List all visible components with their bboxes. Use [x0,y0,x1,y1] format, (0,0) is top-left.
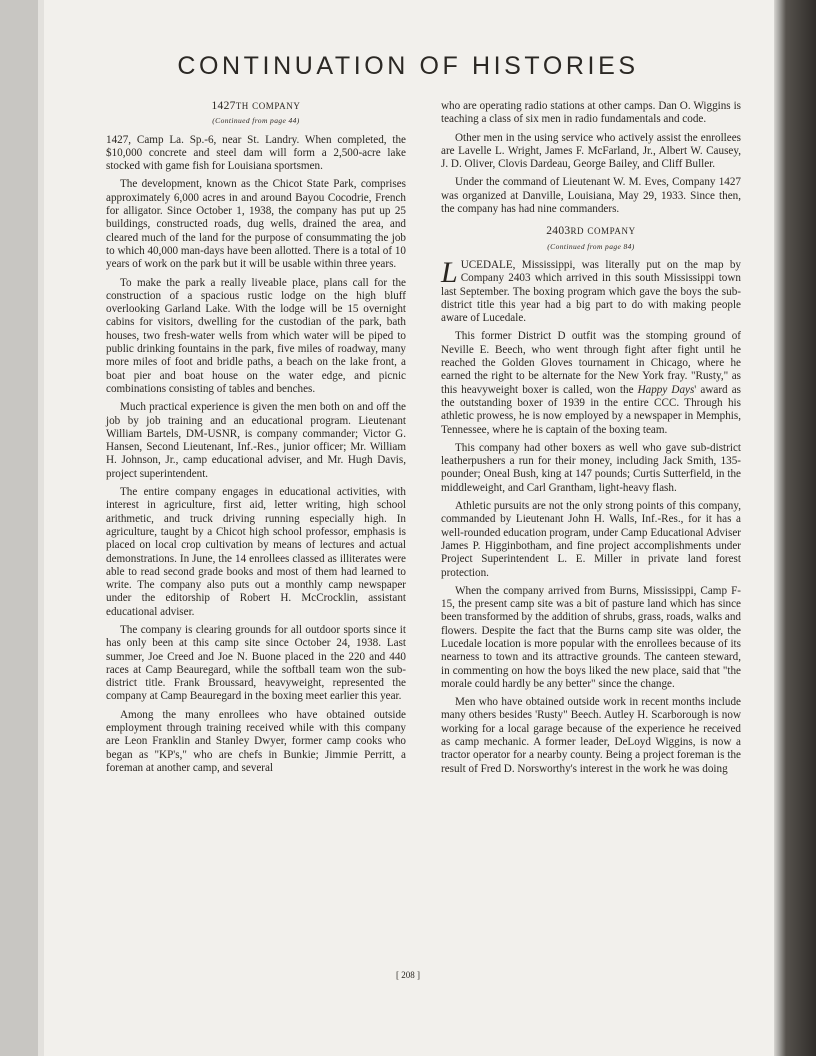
left-column [106,100,406,780]
paragraph: When the company arrived from Burns, Mississippi, Camp F-15, the present camp site was a bit of pasture land which has since been transformed by the addition of shrubs, grass, roads, walks and flowers. Despite the fact that the Burns camp site was older, the Lucedale location is more popular with the enrollees because of its nearness to town and its attractive grounds. The canteen steward, in commenting on how the boys liked the new place, said that "the morale could hardly be any better" since the change. [441,584,741,690]
section-heading-1427 [106,100,406,113]
paragraph: Athletic pursuits are not the only strong points of this company, commanded by Lieutenant John H. Walls, Inf.-Res., for it has a well-rounded education program, under Camp Educational Adviser James P. Higginbotham, and fine project accomplishments under Project Superintendent L. E. Miller in private land forest protection. [441,500,741,579]
paragraph-dropcap [441,255,741,325]
paragraph: To make the park a really liveable place, plans call for the construction of a spacious rustic lodge on the high bluff overlooking Garland Lake. With the lodge will be 15 overnight cabins for visitors, dwelling for the custodian of the park, bath houses, two fresh-water wells from which water will be piped to public drinking fountains in the park, five miles of roadway, many more miles of foot and bridle paths, a beach on the lake front, a boat pier and boat house on the water edge, and picnic combinations consisting of tables and benches. [106,276,406,395]
paragraph: The entire company engages in educational activities, with interest in agriculture, first aid, letter writing, high school arithmetic, and truck driving running especially high. In agriculture, taught by a Chicot high school professor, emphasis is placed on local crop cultivation by means of lectures and actual demonstrations. In June, the 14 enrollees classed as illiterates were able to read second grade books and most of them had learned to write. The company also puts out a monthly camp newspaper under the editorship of Robert H. McCrocklin, assistant educational adviser. [106,486,406,618]
book-binding-edge [774,0,816,1056]
paragraph: Men who have obtained outside work in recent months include many others besides 'Rusty" Beech. Autley H. Scarborough is now working for a local garage because of the experience he received as camp mechanic. A former leader, DeLoyd Wiggins, is now a tractor operator for a nearby county. Being a project foreman is the result of Fred D. Norsworthy's interest in the work he was doing [441,696,741,775]
continued-note: (Continued from page 44) [212,116,300,126]
right-column [441,100,741,781]
paragraph: who are operating radio stations at other camps. Dan O. Wiggins is teaching a class of six men in radio fundamentals and code. [441,100,741,126]
paragraph [441,330,741,436]
page-title: CONTINUATION OF HISTORIES [177,52,639,80]
heading-number: 2403 [546,225,571,238]
paragraph-text: ' award as the outstanding boxer of 1939 in the entire CCC. Through his athletic prowess, he is now employed by a newspaper in Memphis, Tennessee, where he is captain of the boxing team. [441,383,741,436]
paragraph: The development, known as the Chicot State Park, comprises approximately 6,000 acres in and around Bayou Cocodrie, French for alligator. Since October 1, 1938, the company has put up 25 buildings, constructed roads, dug wells, drained the area, and cleared much of the land for the purpose of consummating the job to which 40,000 man-days have been allotted. There is a total of 10 years of work on the park but it will be usable within three years. [106,178,406,271]
paragraph: This company had other boxers as well who gave sub-district leatherpushers a run for their money, including Jack Smith, 135-pounder; Oneal Bush, king at 147 pounds; Curtis Sutterfield, in the middleweight, and Carl Grantham, light-heavy flash. [441,441,741,494]
heading-word: COMPANY [587,226,636,237]
paragraph: Much practical experience is given the men both on and off the job by job training and an educational program. Lieutenant William Bartels, DM-USNR, is company commander; Victor G. Hansen, Second Lieutenant, Inf.-Res., junior officer; Mr. William H. Johnson, Jr., camp educational adviser, and Mr. Hugh Davis, project superintendent. [106,401,406,480]
heading-number: 1427 [211,100,236,112]
page-number: [ 208 ] [396,970,420,980]
paper [44,0,774,1056]
continued-note: (Continued from page 84) [547,241,635,251]
paragraph: 1427, Camp La. Sp.-6, near St. Landry. When completed, the $10,000 concrete and steel dam will form a 2,500-acre lake stocked with game fish for Louisiana sportsmen. [106,133,406,173]
scan-left-margin [0,0,40,1056]
paragraph: Among the many enrollees who have obtained outside employment through training received while with this company are Leon Franklin and Stanley Dwyer, former camp cooks who began as "KP's," who are chefs in Bunkie; Jimmie Perritt, a foreman at another camp, and several [106,708,406,774]
paragraph: Under the command of Lieutenant W. M. Eves, Company 1427 was organized at Danville, Louisiana, May 29, 1933. Since then, the company has had nine commanders. [441,176,741,216]
drop-cap: L [441,255,458,289]
paragraph: Other men in the using service who actively assist the enrollees are Lavelle L. Wright, James F. McFarland, Jr., Albert W. Causey, J. D. Oliver, Clovis Dardeau, George Bailey, and Cliff Buller. [441,131,741,171]
section-heading-2403 [441,225,741,238]
heading-suffix: RD [570,226,585,237]
heading-suffix: TH [235,101,249,111]
paragraph-text: This former District D outfit was the stomping ground of Neville E. Beech, who went through fight after fight until he reached the Golden Gloves tournament in Chicago, where he earned the right to be alternate for the New York fray. "Rusty," as this heavyweight boxer is called, won the [441,330,741,396]
heading-word: COMPANY [252,101,301,111]
paragraph-text: UCEDALE, Mississippi, was literally put on the map by Company 2403 which arrived in this south Mississippi town last September. The boxing program which gave the boys the sub-district title this year had a big part to do with making people aware of Lucedale. [441,258,741,325]
paragraph: The company is clearing grounds for all outdoor sports since it has only been at this camp site since October 24, 1938. Last summer, Joe Creed and Joe N. Buone placed in the 220 and 440 races at Camp Beauregard, while the softball team won the sub-district title. Frank Broussard, heavyweight, represented the company at Camp Beauregard in the boxing meet earlier this year. [106,623,406,703]
italic-title: Happy Days [637,383,695,396]
